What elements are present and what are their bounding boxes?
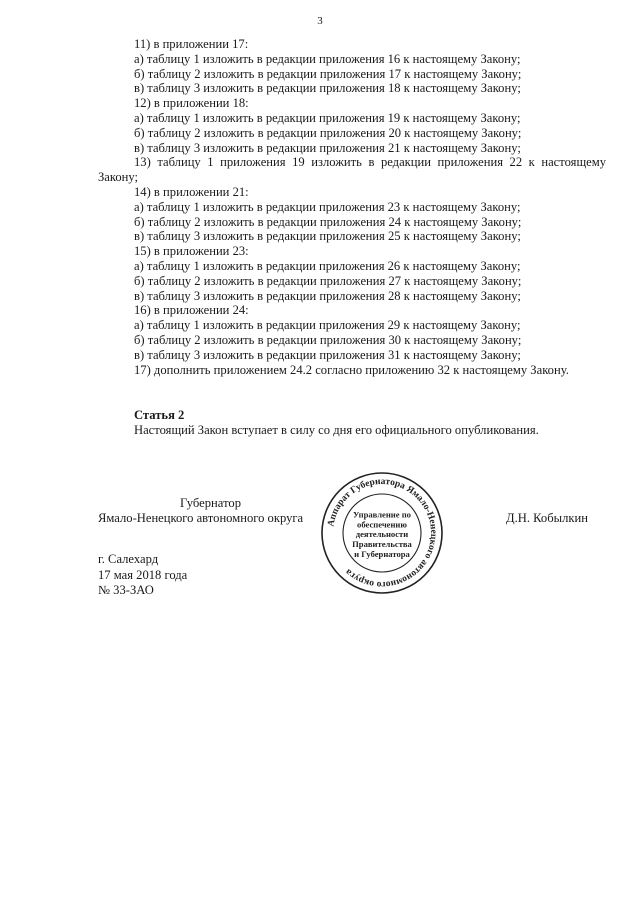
seal-center-line: и Губернатора	[354, 548, 410, 559]
list-item: б) таблицу 2 изложить в редакции приложения 24 к настоящему Закону;	[134, 214, 522, 229]
seal-center-line: Управление по	[353, 509, 411, 520]
seal-center-line: деятельности	[355, 529, 409, 540]
list-item: а) таблицу 1 изложить в редакции приложения 19 к настоящему Закону;	[134, 110, 521, 125]
list-item: а) таблицу 1 изложить в редакции приложения 16 к настоящему Закону;	[134, 51, 521, 66]
list-item: 17) дополнить приложением 24.2 согласно приложению 32 к настоящему Закону.	[134, 362, 569, 377]
article-text: Настоящий Закон вступает в силу со дня его официального опубликования.	[134, 422, 539, 437]
signatory-name: Д.Н. Кобылкин	[506, 511, 588, 525]
list-item: в) таблицу 3 изложить в редакции приложения 18 к настоящему Закону;	[134, 81, 521, 96]
list-item: б) таблицу 2 изложить в редакции приложения 17 к настоящему Закону;	[134, 66, 522, 81]
list-item: 12) в приложении 18:	[134, 96, 249, 111]
list-item: в) таблицу 3 изложить в редакции приложения 31 к настоящему Закону;	[134, 347, 521, 362]
amendments-list	[98, 37, 606, 377]
seal-center-line: Правительства	[352, 539, 412, 549]
list-item: 15) в приложении 23:	[134, 244, 249, 259]
list-item: в) таблицу 3 изложить в редакции приложения 25 к настоящему Закону;	[134, 229, 521, 244]
list-item: б) таблицу 2 изложить в редакции приложения 20 к настоящему Закону;	[134, 125, 522, 140]
document-details	[98, 552, 187, 599]
list-item: в) таблицу 3 изложить в редакции приложения 28 к настоящему Закону;	[134, 288, 521, 303]
seal-center-line: обеспечению	[357, 519, 407, 530]
list-item: б) таблицу 2 изложить в редакции приложения 30 к настоящему Закону;	[134, 332, 522, 347]
document-number: № 33-ЗАО	[98, 583, 154, 597]
article-2	[98, 408, 606, 438]
list-item: б) таблицу 2 изложить в редакции приложения 27 к настоящему Закону;	[134, 273, 522, 288]
signatory-title: Губернатор	[180, 496, 241, 510]
list-item: 14) в приложении 21:	[134, 184, 249, 199]
list-item: 16) в приложении 24:	[134, 303, 249, 318]
page-number: 3	[317, 15, 323, 27]
signatory-organization: Ямало-Ненецкого автономного округа	[98, 511, 304, 525]
place: г. Салехард	[98, 552, 159, 566]
seal-ring-text: Аппарат Губернатора Ямало-Ненецкого автономного округа	[326, 476, 439, 590]
official-seal-stamp	[312, 470, 452, 596]
list-item: 13) таблицу 1 приложения 19 изложить в редакции приложения 22 к настоящему Закону;	[98, 155, 606, 185]
list-item: в) таблицу 3 изложить в редакции приложения 21 к настоящему Закону;	[134, 140, 521, 155]
list-item: а) таблицу 1 изложить в редакции приложения 23 к настоящему Закону;	[134, 199, 521, 214]
list-item: а) таблицу 1 изложить в редакции приложения 29 к настоящему Закону;	[134, 318, 521, 333]
list-item: а) таблицу 1 изложить в редакции приложения 26 к настоящему Закону;	[134, 258, 521, 273]
date: 17 мая 2018 года	[98, 567, 188, 582]
list-item: 11) в приложении 17:	[134, 37, 249, 51]
article-title: Статья 2	[134, 408, 185, 422]
